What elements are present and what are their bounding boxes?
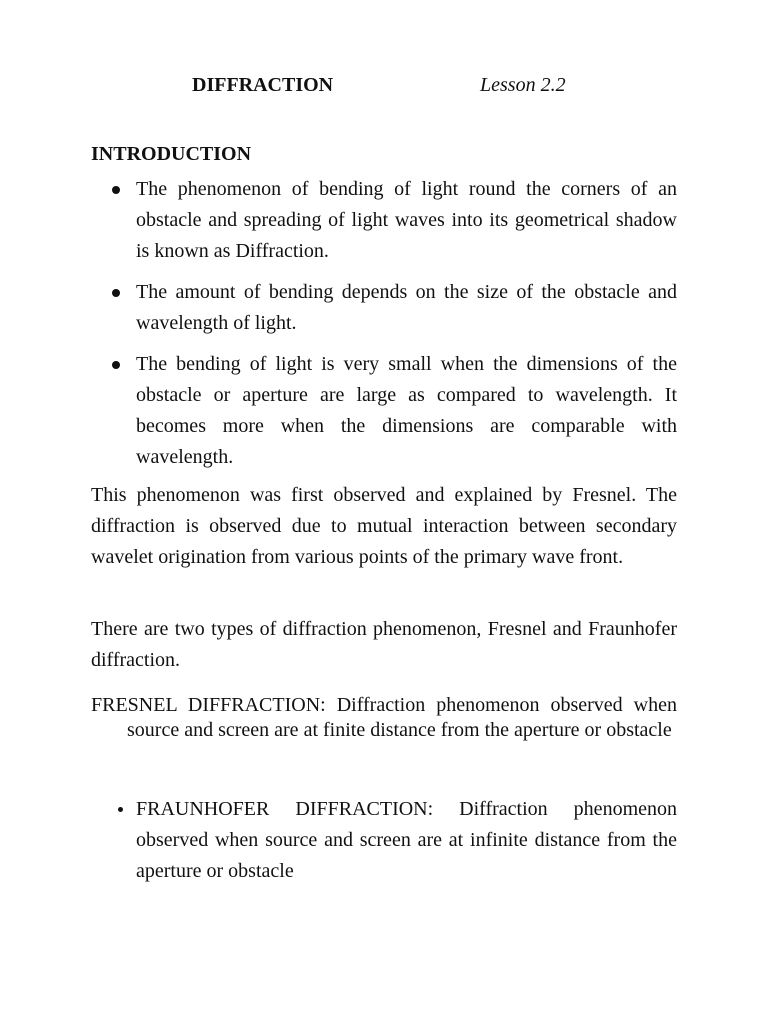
- bullet-text: The phenomenon of bending of light round the corners of an obstacle and spreading of light waves into its geometrical shadow is known as Diffraction.: [136, 178, 677, 262]
- bullet-icon: [112, 289, 120, 297]
- paragraph-diffraction-types: There are two types of diffraction phenomenon, Fresnel and Fraunhofer diffraction.: [91, 618, 677, 671]
- bullet-text: The amount of bending depends on the size of the obstacle and wavelength of light.: [136, 281, 677, 334]
- fraunhofer-diffraction-definition: FRAUNHOFER DIFFRACTION: Diffraction phenomenon observed when source and screen are at infinite distance from the aperture or obstacle: [136, 798, 677, 882]
- introduction-bullet-list: [0, 174, 768, 483]
- bullet-icon: [118, 807, 123, 812]
- list-item: [136, 349, 677, 473]
- title-row: [0, 74, 768, 100]
- bullet-icon: [112, 361, 120, 369]
- section-heading-introduction: INTRODUCTION: [91, 143, 252, 165]
- bullet-icon: [112, 186, 120, 194]
- lesson-number: Lesson 2.2: [480, 74, 566, 96]
- fraunhofer-diffraction-item: [136, 794, 677, 887]
- fresnel-diffraction-definition: FRESNEL DIFFRACTION: Diffraction phenomenon observed when source and screen are at finite distance from the aperture or obstacle: [91, 694, 677, 741]
- bullet-text: The bending of light is very small when the dimensions of the obstacle or aperture are large as compared to wavelength. It becomes more when the dimensions are comparable with wavelength.: [136, 353, 677, 468]
- list-item: [136, 174, 677, 267]
- list-item: [136, 277, 677, 339]
- page-title: DIFFRACTION: [192, 74, 334, 96]
- paragraph-fresnel-observation: This phenomenon was first observed and explained by Fresnel. The diffraction is observed due to mutual interaction between secondary wavelet origination from various points of the primary wave front.: [91, 484, 677, 568]
